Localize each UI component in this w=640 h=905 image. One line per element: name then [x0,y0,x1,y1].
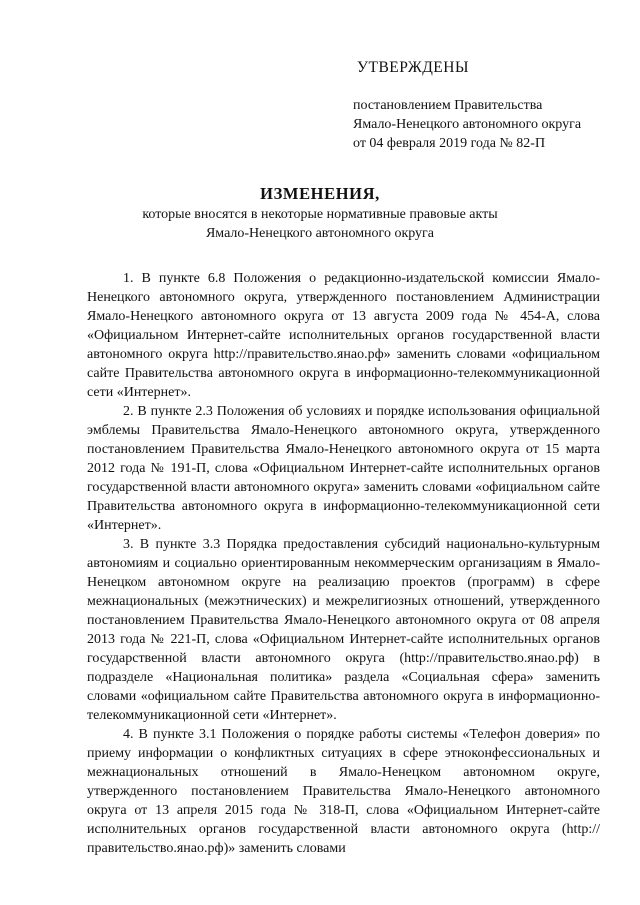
approval-line-3: от 04 февраля 2019 года № 82-П [353,136,546,151]
approval-heading: УТВЕРЖДЕНЫ [357,59,469,76]
document-title: ИЗМЕНЕНИЯ, [260,184,380,203]
approval-line-1: постановлением Правительства [353,98,543,113]
paragraph-3: 3. В пункте 3.3 Порядка предоставления субсидий национально-культурным автономиям и социально ориентированным некоммерческим организациям в Ямало-Ненецком автономном округе на реализацию проектов (программ) в сфере межнациональных (межэтнических) и межрелигиозных отношений, утвержденного постановлением Правительства Ямало-Ненецкого автономного округа от 08 апреля 2013 года № 221-П, слова «Официальном Интернет-сайте исполнительных органов государственной власти автономного округа (http://правительство.янао.рф) в подразделе «Национальная политика» раздела «Социальная сфера» заменить словами «официальном сайте Правительства автономного округа в информационно-телекоммуникационной сети «Интернет». [87,537,600,723]
approval-line-2: Ямало-Ненецкого автономного округа [353,117,582,132]
subtitle-line-1: которые вносятся в некоторые нормативные правовые акты [142,207,498,222]
paragraph-2: 2. В пункте 2.3 Положения об условиях и порядке использования официальной эмблемы Правительства Ямало-Ненецкого автономного округа, утвержденного постановлением Правительства Ямало-Ненецкого автономного округа от 15 марта 2012 года № 191-П, слова «Официальном Интернет-сайте исполнительных органов государственной власти автономного округа» заменить словами «официальном сайте Правительства автономного округа в информационно-телекоммуникационной сети «Интернет». [87,404,600,533]
paragraph-1: 1. В пункте 6.8 Положения о редакционно-издательской комиссии Ямало-Ненецкого автономного округа, утвержденного постановлением Администрации Ямало-Ненецкого автономного округа от 13 августа 2009 года № 454-А, слова «Официальном Интернет-сайте исполнительных органов государственной власти автономного округа http://правительство.янао.рф» заменить словами «официальном сайте Правительства автономного округа в информационно-телекоммуникационной сети «Интернет». [87,271,600,400]
subtitle-line-2: Ямало-Ненецкого автономного округа [205,226,435,241]
document-body [87,269,600,858]
approval-block [353,58,623,153]
paragraph-4: 4. В пункте 3.1 Положения о порядке работы системы «Телефон доверия» по приему информации о конфликтных ситуациях в сфере этноконфессиональных и межнациональных отношений в Ямало-Ненецком автономном округе, утвержденного постановлением Правительства Ямало-Ненецкого автономного округа от 13 апреля 2015 года № 318-П, слова «Официальном Интернет-сайте исполнительных органов государственной власти автономного округа (http://правительство.янао.рф)» заменить словами [87,727,600,856]
title-block [60,183,580,243]
